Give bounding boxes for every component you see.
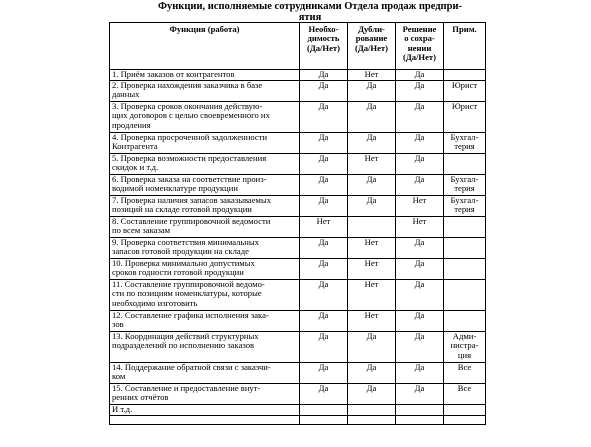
cell-note bbox=[444, 332, 486, 363]
cell-necessity bbox=[300, 416, 348, 425]
function-text-line: ренних отчётов bbox=[112, 392, 169, 403]
table-row bbox=[110, 238, 486, 259]
function-text-line: сти по позициям номенклатуры, которые bbox=[112, 288, 262, 299]
cell-necessity: Да bbox=[300, 154, 348, 175]
cell-note bbox=[444, 154, 486, 175]
cell-necessity: Да bbox=[300, 259, 348, 280]
function-text-line: по всем заказам bbox=[112, 225, 171, 236]
note-text-line: терия bbox=[454, 204, 475, 215]
function-text-line: данных bbox=[112, 89, 140, 100]
cell-function bbox=[110, 217, 300, 238]
cell-duplication: Да bbox=[348, 102, 396, 133]
cell-note bbox=[444, 196, 486, 217]
cell-duplication: Да bbox=[348, 175, 396, 196]
cell-necessity: Да bbox=[300, 175, 348, 196]
cell-decision: Нет bbox=[396, 217, 444, 238]
cell-decision: Да bbox=[396, 332, 444, 363]
cell-necessity: Да bbox=[300, 81, 348, 102]
document-title bbox=[120, 1, 500, 23]
cell-note bbox=[444, 405, 486, 416]
cell-duplication: Да bbox=[348, 196, 396, 217]
cell-decision: Нет bbox=[396, 196, 444, 217]
cell-function bbox=[110, 259, 300, 280]
cell-function bbox=[110, 154, 300, 175]
note-text-line: Бухгал- bbox=[450, 132, 479, 142]
cell-duplication: Нет bbox=[348, 311, 396, 332]
function-text-line: 2. Проверка нахождения заказчика в базе bbox=[112, 80, 263, 90]
cell-necessity: Да bbox=[300, 332, 348, 363]
note-text-line: ция bbox=[457, 349, 472, 360]
cell-decision: Да bbox=[396, 363, 444, 384]
cell-duplication: Да bbox=[348, 81, 396, 102]
table-row bbox=[110, 81, 486, 102]
table-row bbox=[110, 384, 486, 405]
cell-duplication bbox=[348, 405, 396, 416]
cell-necessity: Да bbox=[300, 363, 348, 384]
table-row bbox=[110, 70, 486, 81]
note-text-line: Бухгал- bbox=[450, 195, 479, 205]
function-text-line: 15. Составление и предоставление внут- bbox=[112, 383, 261, 393]
note-text-line: Юрист bbox=[451, 101, 478, 111]
cell-necessity: Да bbox=[300, 102, 348, 133]
note-text-line: Юрист bbox=[451, 80, 478, 90]
table-row bbox=[110, 280, 486, 311]
cell-decision bbox=[396, 416, 444, 425]
cell-note bbox=[444, 217, 486, 238]
cell-duplication: Да bbox=[348, 332, 396, 363]
cell-note bbox=[444, 384, 486, 405]
table-header-row bbox=[110, 23, 486, 70]
table-row bbox=[110, 259, 486, 280]
function-text-line: 5. Проверка возможности предоставления bbox=[112, 153, 267, 163]
cell-note bbox=[444, 311, 486, 332]
note-text-line: терия bbox=[454, 141, 475, 152]
cell-duplication: Да bbox=[348, 133, 396, 154]
cell-decision: Да bbox=[396, 102, 444, 133]
function-text-line: 11. Составление группировочной ведомо- bbox=[112, 279, 265, 289]
cell-function bbox=[110, 238, 300, 259]
cell-function bbox=[110, 384, 300, 405]
header-necessity: Необхо- димость (Да/Нет) bbox=[300, 23, 348, 70]
cell-note bbox=[444, 81, 486, 102]
cell-duplication: Нет bbox=[348, 70, 396, 81]
title-line-1: Функции, исполняемые сотрудниками Отдела продаж предпри- bbox=[157, 1, 462, 12]
cell-necessity: Да bbox=[300, 384, 348, 405]
cell-duplication: Нет bbox=[348, 154, 396, 175]
function-text-line: продления bbox=[112, 119, 151, 130]
cell-function bbox=[110, 416, 300, 425]
header-function: Функция (работа) bbox=[110, 23, 300, 70]
table-row bbox=[110, 416, 486, 425]
function-text-line: водимой номенклатуре продукции bbox=[112, 183, 238, 194]
table-row bbox=[110, 311, 486, 332]
cell-note bbox=[444, 102, 486, 133]
table-row bbox=[110, 405, 486, 416]
cell-function bbox=[110, 196, 300, 217]
cell-decision: Да bbox=[396, 259, 444, 280]
note-text-line: Все bbox=[457, 383, 472, 393]
cell-note bbox=[444, 416, 486, 425]
cell-decision: Да bbox=[396, 175, 444, 196]
cell-note bbox=[444, 238, 486, 259]
function-text-line: зов bbox=[112, 319, 124, 330]
table-row bbox=[110, 196, 486, 217]
function-text-line: 1. Приём заказов от контрагентов bbox=[112, 69, 235, 79]
header-note: Прим. bbox=[444, 23, 486, 70]
cell-note bbox=[444, 133, 486, 154]
functions-table bbox=[109, 22, 486, 425]
cell-duplication: Да bbox=[348, 363, 396, 384]
function-text-line: 6. Проверка заказа на соответствие произ- bbox=[112, 174, 267, 184]
cell-decision: Да bbox=[396, 384, 444, 405]
cell-decision: Да bbox=[396, 154, 444, 175]
cell-note bbox=[444, 259, 486, 280]
cell-duplication bbox=[348, 416, 396, 425]
cell-necessity: Да bbox=[300, 70, 348, 81]
cell-note bbox=[444, 363, 486, 384]
cell-necessity: Да bbox=[300, 133, 348, 154]
function-text-line: 9. Проверка соответствия минимальных bbox=[112, 237, 259, 247]
cell-decision: Да bbox=[396, 280, 444, 311]
cell-decision: Да bbox=[396, 81, 444, 102]
cell-duplication: Нет bbox=[348, 280, 396, 311]
cell-note bbox=[444, 70, 486, 81]
note-text-line: Бухгал- bbox=[450, 174, 479, 184]
cell-duplication bbox=[348, 217, 396, 238]
note-text-line: нистра- bbox=[450, 340, 479, 351]
header-duplication: Дубли- рование (Да/Нет) bbox=[348, 23, 396, 70]
cell-necessity: Да bbox=[300, 280, 348, 311]
cell-function bbox=[110, 280, 300, 311]
function-text-line: И т.д. bbox=[112, 404, 133, 414]
function-text-line: 12. Составление графика исполнения зака- bbox=[112, 310, 269, 320]
cell-function bbox=[110, 102, 300, 133]
header-decision: Решение о сохра- нении (Да/Нет) bbox=[396, 23, 444, 70]
cell-decision: Да bbox=[396, 133, 444, 154]
cell-necessity bbox=[300, 405, 348, 416]
function-text-line: 3. Проверка сроков окончания действую- bbox=[112, 101, 263, 111]
table-row bbox=[110, 363, 486, 384]
function-text-line: необходимо изготовить bbox=[112, 297, 198, 308]
function-text-line: 13. Координация действий структурных bbox=[112, 331, 259, 341]
cell-function bbox=[110, 81, 300, 102]
table-row bbox=[110, 217, 486, 238]
note-text-line: Все bbox=[457, 362, 472, 372]
table-row bbox=[110, 332, 486, 363]
cell-duplication: Нет bbox=[348, 259, 396, 280]
cell-decision: Да bbox=[396, 70, 444, 81]
function-text-line: подразделений по исполнению заказов bbox=[112, 340, 255, 351]
cell-decision: Да bbox=[396, 311, 444, 332]
table-row bbox=[110, 102, 486, 133]
function-text-line: 10. Проверка минимально допустимых bbox=[112, 258, 255, 268]
cell-note bbox=[444, 175, 486, 196]
cell-function bbox=[110, 175, 300, 196]
note-text-line: Адми- bbox=[452, 331, 477, 341]
function-text-line: сроков годности готовой продукции bbox=[112, 267, 244, 278]
function-text-line: 8. Составление группировочной ведомости bbox=[112, 216, 271, 226]
cell-decision: Да bbox=[396, 238, 444, 259]
function-text-line: запасов готовой продукции на складе bbox=[112, 246, 249, 257]
table-row bbox=[110, 154, 486, 175]
function-text-line: 4. Проверка просроченной задолженности bbox=[112, 132, 268, 142]
cell-decision bbox=[396, 405, 444, 416]
function-text-line: щих договоров с целью своевременного их bbox=[112, 110, 270, 121]
table-row bbox=[110, 133, 486, 154]
function-text-line: 7. Проверка наличия запасов заказываемых bbox=[112, 195, 272, 205]
cell-function bbox=[110, 70, 300, 81]
cell-function bbox=[110, 133, 300, 154]
function-text-line: позиций на складе готовой продукции bbox=[112, 204, 252, 215]
cell-duplication: Нет bbox=[348, 238, 396, 259]
function-text-line: Контрагента bbox=[112, 141, 158, 152]
function-text-line: 14. Поддержание обратной связи с заказчи- bbox=[112, 362, 271, 372]
cell-function bbox=[110, 311, 300, 332]
table-row bbox=[110, 175, 486, 196]
cell-function bbox=[110, 363, 300, 384]
cell-necessity: Да bbox=[300, 311, 348, 332]
title-line-2: ятия bbox=[298, 12, 322, 23]
function-text-line: ком bbox=[112, 371, 126, 382]
cell-note bbox=[444, 280, 486, 311]
note-text-line: терия bbox=[454, 183, 475, 194]
cell-necessity: Нет bbox=[300, 217, 348, 238]
cell-duplication: Да bbox=[348, 384, 396, 405]
cell-function bbox=[110, 332, 300, 363]
cell-function bbox=[110, 405, 300, 416]
cell-necessity: Да bbox=[300, 196, 348, 217]
cell-necessity: Да bbox=[300, 238, 348, 259]
function-text-line: скидок и т.д. bbox=[112, 162, 159, 173]
